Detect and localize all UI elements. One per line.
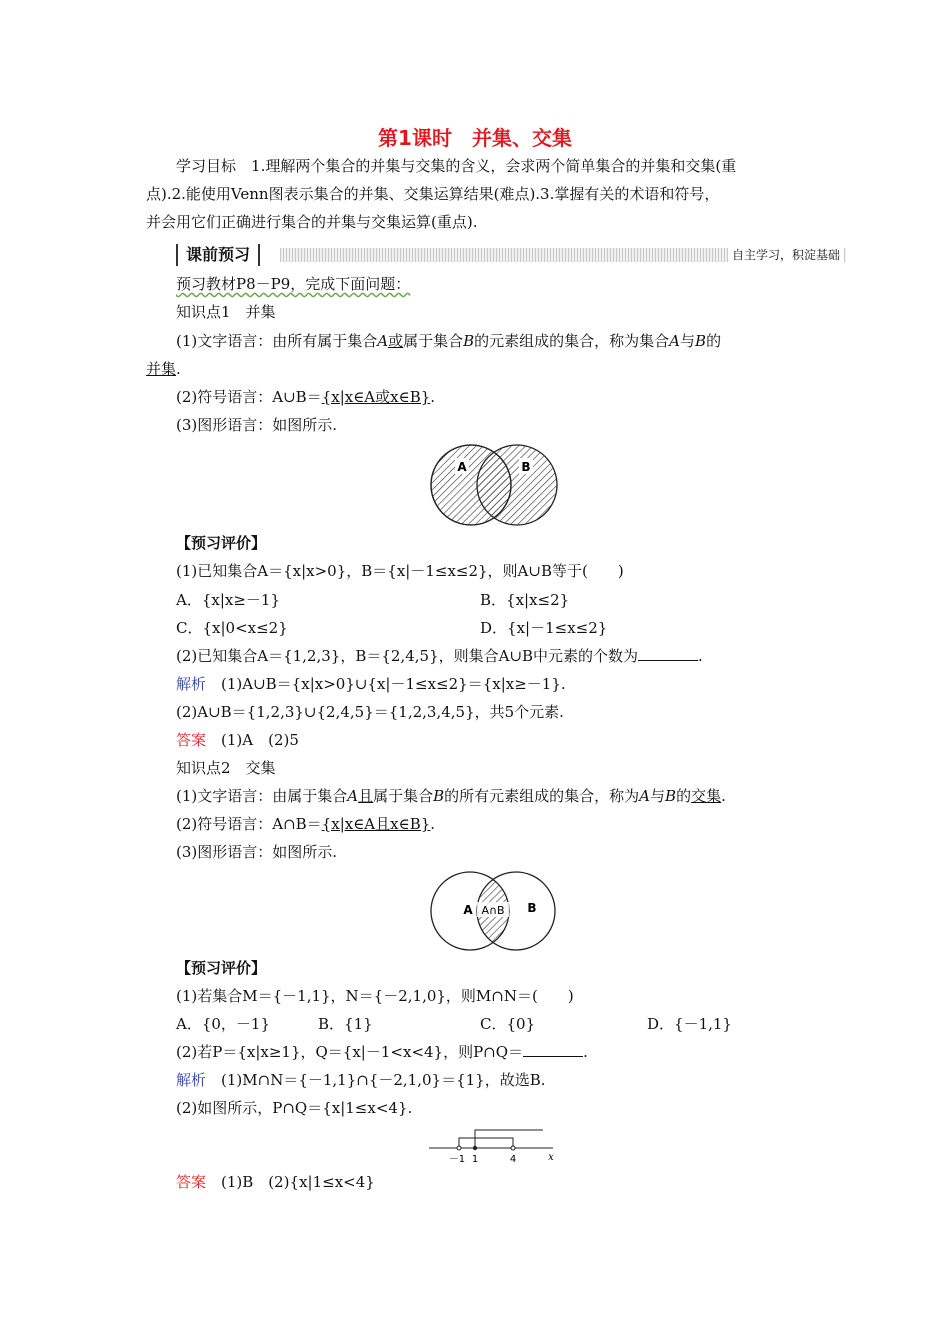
eval2-heading: 【预习评价】: [176, 959, 267, 977]
objectives-label: 学习目标: [176, 157, 237, 175]
eval2-option-b: B．{1}: [318, 1015, 373, 1033]
eval2-option-c: C．{0}: [480, 1015, 536, 1033]
axis-tick-1: 1: [471, 1154, 479, 1165]
objectives-line-1: 学习目标 1.理解两个集合的并集与交集的含义，会求两个简单集合的并集和交集(重: [176, 157, 737, 175]
venn-label-b: B: [527, 901, 537, 915]
axis-label-x: x: [548, 1152, 554, 1163]
number-line-diagram: [425, 1124, 565, 1166]
answer-label: 答案: [176, 731, 207, 749]
kp1-word-language: (1)文字语言：由所有属于集合A或属于集合B的元素组成的集合，称为集合A与B的: [176, 332, 722, 350]
analysis-label: 解析: [176, 675, 207, 693]
answer-blank: [523, 1042, 583, 1057]
page-title: 第1课时 并集、交集: [378, 126, 572, 150]
eval2-analysis-1: 解析 (1)M∩N＝{－1,1}∩{－2,1,0}＝{1}，故选B.: [176, 1071, 546, 1089]
venn-label-intersection: A∩B: [481, 904, 505, 917]
axis-tick-4: 4: [509, 1154, 517, 1165]
union-venn-diagram: [425, 440, 565, 530]
eval1-analysis-2: (2)A∪B＝{1,2,3}∪{2,4,5}＝{1,2,3,4,5}，共5个元素.: [176, 703, 564, 721]
eval1-analysis-1: 解析 (1)A∪B＝{x|x>0}∪{x|－1≤x≤2}＝{x|x≥－1}.: [176, 675, 566, 693]
kp1-heading: 知识点1 并集: [176, 303, 276, 321]
eval1-option-d: D．{x|－1≤x≤2}: [480, 619, 608, 637]
eval2-q1: (1)若集合M＝{－1,1}，N＝{－2,1,0}，则M∩N＝( ): [176, 987, 574, 1005]
kp2-figure-language: (3)图形语言：如图所示.: [176, 843, 338, 861]
kp2-word-language: (1)文字语言：由属于集合A且属于集合B的所有元素组成的集合，称为A与B的交集.: [176, 787, 726, 805]
eval1-option-b: B．{x|x≤2}: [480, 591, 570, 609]
banner-subtitle: 自主学习，积淀基础: [728, 246, 844, 264]
eval2-option-d: D．{－1,1}: [647, 1015, 732, 1033]
venn-label-a: A: [457, 460, 467, 474]
answer-label: 答案: [176, 1173, 207, 1191]
eval1-option-a: A．{x|x≥－1}: [176, 591, 281, 609]
objectives-line-3: 并会用它们正确进行集合的并集与交集运算(重点).: [146, 213, 478, 231]
objectives-line-2: 点).2.能使用Venn图表示集合的并集、交集运算结果(难点).3.掌握有关的术语和符号，: [146, 185, 720, 203]
kp1-figure-language: (3)图形语言：如图所示.: [176, 416, 338, 434]
eval1-answer: 答案 (1)A (2)5: [176, 731, 299, 749]
section-banner: [176, 244, 846, 266]
eval1-heading: 【预习评价】: [176, 534, 267, 552]
banner-label: 课前预习: [176, 244, 260, 266]
intersection-venn-diagram: [424, 868, 564, 954]
analysis-label: 解析: [176, 1071, 207, 1089]
eval2-analysis-2: (2)如图所示，P∩Q＝{x|1≤x<4}.: [176, 1099, 413, 1117]
venn-label-b: B: [521, 460, 531, 474]
kp2-heading: 知识点2 交集: [176, 759, 276, 777]
axis-tick-minus1: －1: [448, 1154, 466, 1165]
eval2-answer: 答案 (1)B (2){x|1≤x<4}: [176, 1173, 375, 1191]
kp1-symbol-language: (2)符号语言：A∪B＝{x|x∈A或x∈B}.: [176, 388, 436, 406]
eval2-q2: (2)若P＝{x|x≥1}，Q＝{x|－1<x<4}，则P∩Q＝ .: [176, 1043, 588, 1061]
eval2-option-a: A．{0，－1}: [176, 1015, 271, 1033]
answer-blank: [638, 646, 698, 661]
preview-intro: 预习教材P8－P9，完成下面问题：: [176, 275, 411, 293]
eval1-q1: (1)已知集合A＝{x|x>0}，B＝{x|－1≤x≤2}，则A∪B等于( ): [176, 562, 624, 580]
kp1-word-language-cont: 并集.: [146, 360, 181, 378]
eval1-q2: (2)已知集合A＝{1,2,3}，B＝{2,4,5}，则集合A∪B中元素的个数为 .: [176, 647, 703, 665]
venn-label-a: A: [463, 903, 473, 917]
kp2-symbol-language: (2)符号语言：A∩B＝{x|x∈A且x∈B}.: [176, 815, 436, 833]
eval1-option-c: C．{x|0<x≤2}: [176, 619, 288, 637]
